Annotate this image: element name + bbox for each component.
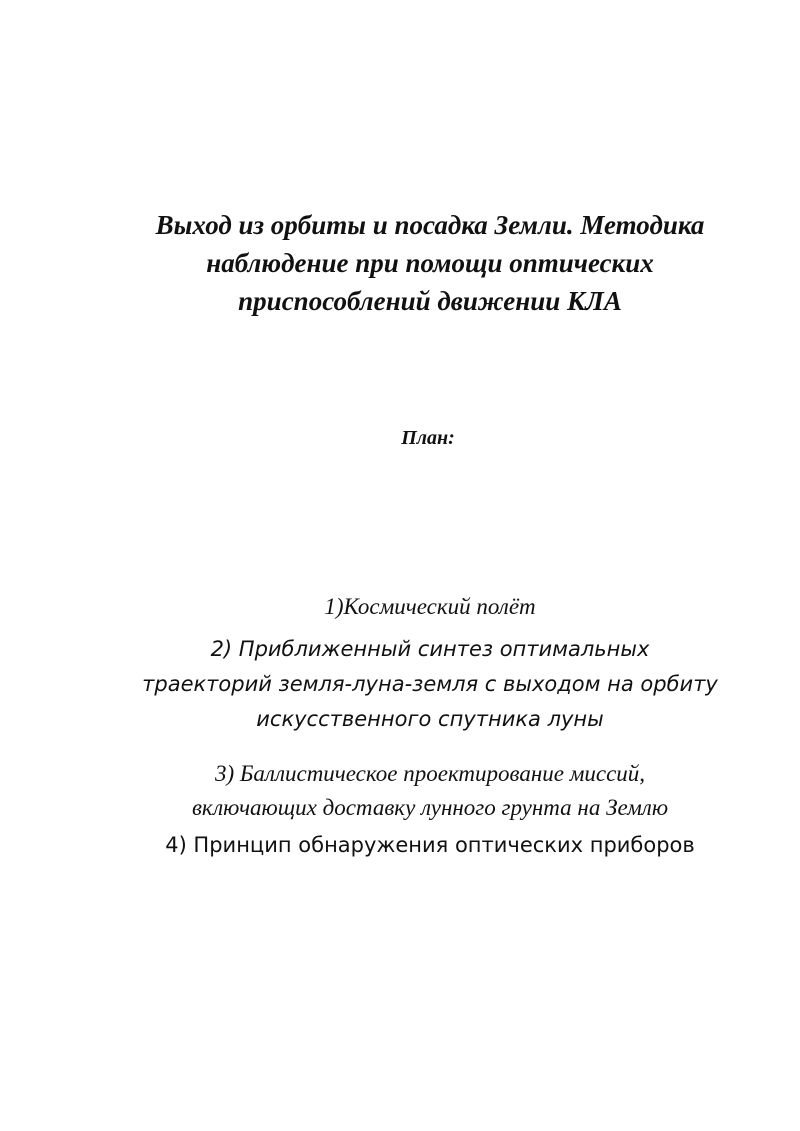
plan-heading: План: (401, 427, 455, 449)
plan-item-line: 1)Космический полёт (324, 594, 536, 619)
plan-item-line: траекторий земля-луна-земля с выходом на орбиту (142, 672, 718, 696)
title-line: приспособлений движении КЛА (238, 286, 622, 316)
plan-item-line: включающих доставку лунного грунта на Землю (191, 795, 669, 820)
title-line: наблюдение при помощи оптических (206, 248, 654, 278)
plan-item-4 (60, 828, 800, 863)
plan-item-3 (60, 757, 800, 825)
plan-item-line: 2) Приближенный синтез оптимальных (210, 637, 650, 661)
document-title (100, 206, 760, 320)
plan-item-line: 4) Принцип обнаружения оптических приборов (165, 833, 695, 857)
title-line: Выход из орбиты и посадка Земли. Методика (155, 210, 705, 240)
plan-item-2 (60, 632, 800, 737)
plan-item-1 (60, 590, 800, 624)
plan-item-line: 3) Баллистическое проектирование миссий, (214, 761, 646, 786)
plan-item-line: искусственного спутника луны (256, 707, 604, 731)
